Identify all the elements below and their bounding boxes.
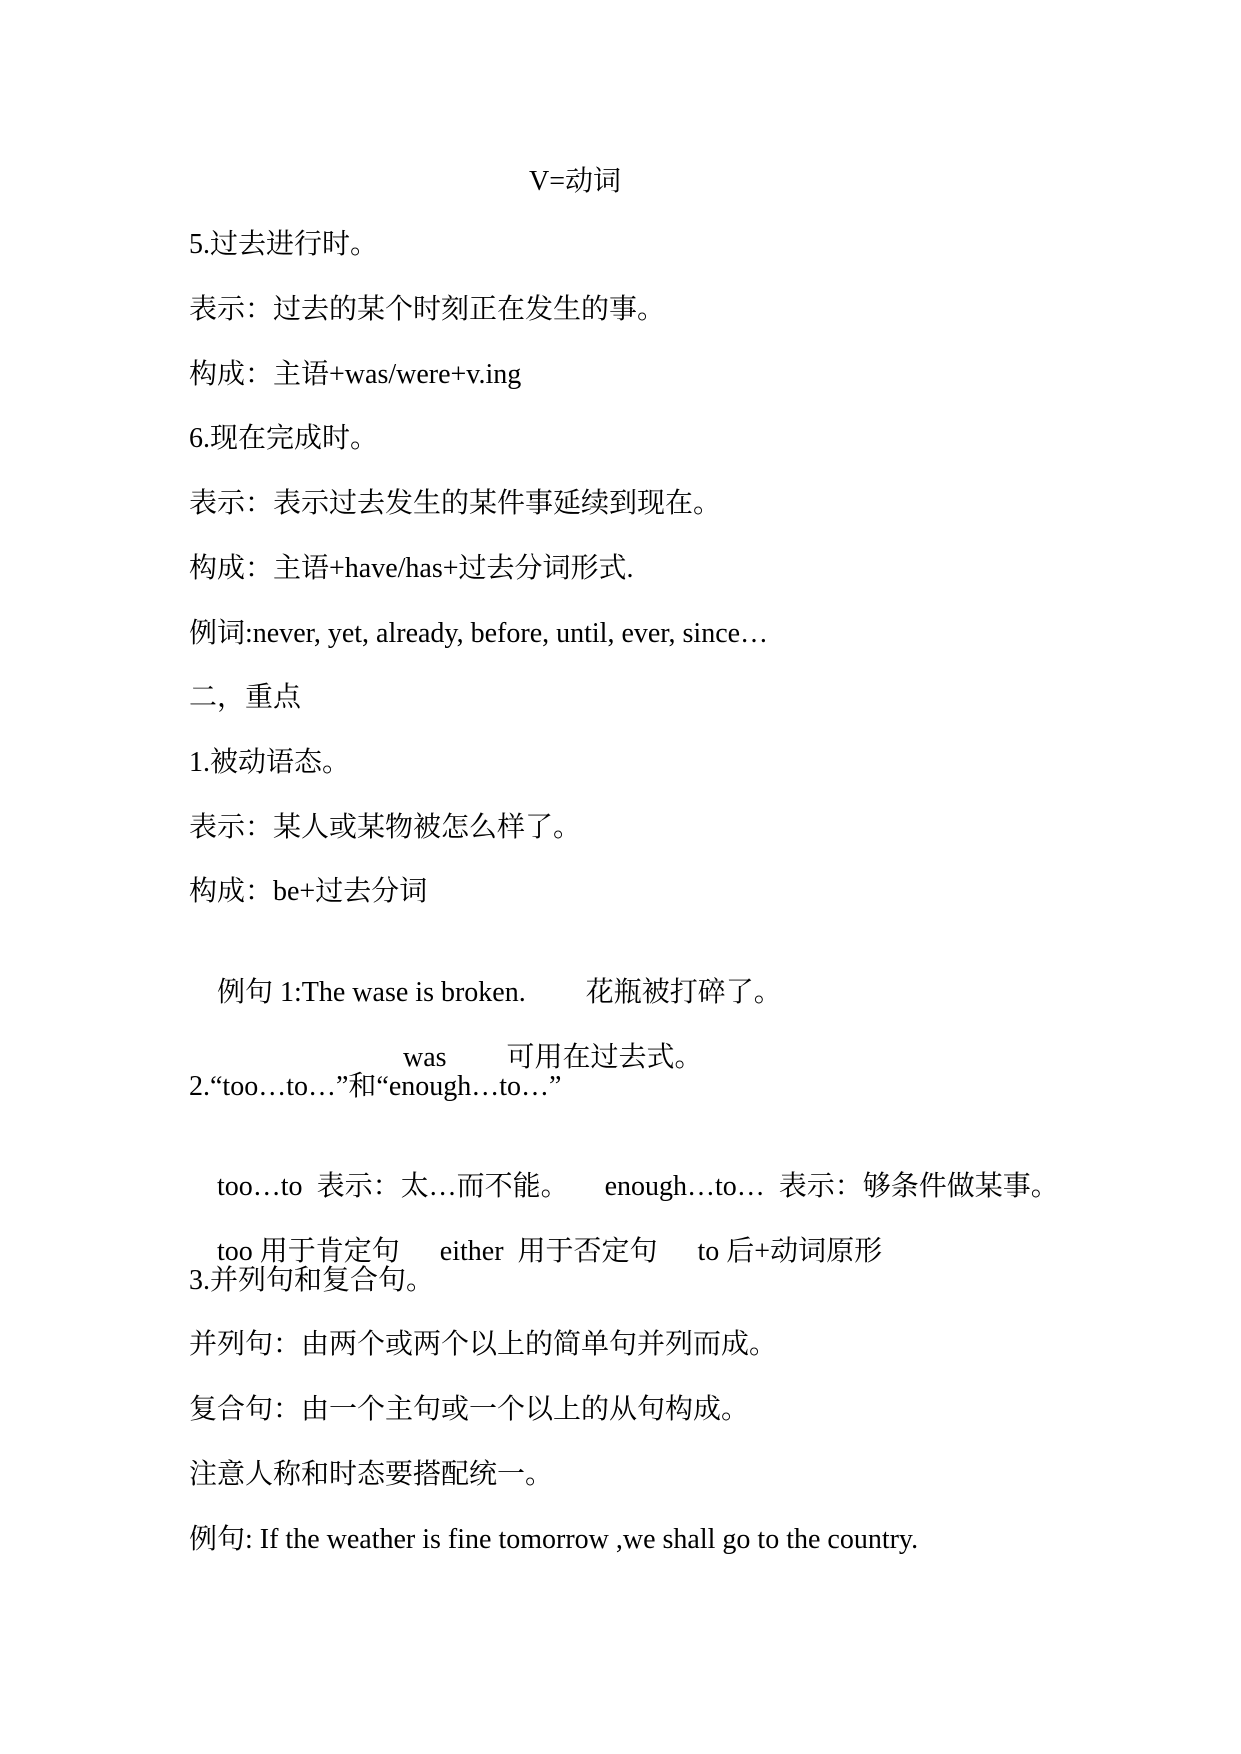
too-usage: too 用于肯定句 xyxy=(217,1236,400,1267)
section-heading-past-continuous: 5.过去进行时。 xyxy=(189,229,379,260)
complex-sentence-definition: 复合句：由一个主句或一个以上的从句构成。 xyxy=(189,1394,750,1425)
enough-to-label: enough…to… xyxy=(604,1171,765,1202)
passive-structure: 构成：be+过去分词 xyxy=(189,876,428,907)
compound-note: 注意人称和时态要搭配统一。 xyxy=(189,1459,554,1490)
present-perfect-meaning: 表示：表示过去发生的某件事延续到现在。 xyxy=(189,488,722,519)
section-heading-passive: 1.被动语态。 xyxy=(189,747,351,778)
section-heading-too-enough: 2.“too…to…”和“enough…to…” xyxy=(189,1071,562,1102)
to-usage: to 后+动词原形 xyxy=(697,1236,883,1267)
passive-note-word: was xyxy=(403,1042,447,1073)
page-title: V=动词 xyxy=(528,166,621,197)
passive-example-english: 例句 1:The wase is broken. xyxy=(217,977,526,1008)
section-heading-key-points: 二，重点 xyxy=(189,682,302,713)
enough-to-meaning: 表示：够条件做某事。 xyxy=(778,1171,1059,1202)
passive-note-text: 可用在过去式。 xyxy=(506,1042,703,1073)
compound-example: 例句: If the weather is fine tomorrow ,we shall go to the country. xyxy=(189,1524,919,1555)
past-continuous-meaning: 表示：过去的某个时刻正在发生的事。 xyxy=(189,294,666,325)
present-perfect-example-words: 例词:never, yet, already, before, until, ever, since… xyxy=(189,618,769,649)
passive-meaning: 表示：某人或某物被怎么样了。 xyxy=(189,812,582,843)
coordinate-sentence-definition: 并列句：由两个或两个以上的简单句并列而成。 xyxy=(189,1329,778,1360)
past-continuous-structure: 构成：主语+was/were+v.ing xyxy=(189,359,522,390)
section-heading-compound: 3.并列句和复合句。 xyxy=(189,1265,435,1296)
present-perfect-structure: 构成：主语+have/has+过去分词形式. xyxy=(189,553,634,584)
either-usage: either 用于否定句 xyxy=(439,1236,658,1267)
passive-example-chinese: 花瓶被打碎了。 xyxy=(585,977,782,1008)
section-heading-present-perfect: 6.现在完成时。 xyxy=(189,423,379,454)
too-to-label: too…to xyxy=(217,1171,303,1202)
too-to-meaning: 表示：太…而不能。 xyxy=(316,1171,569,1202)
